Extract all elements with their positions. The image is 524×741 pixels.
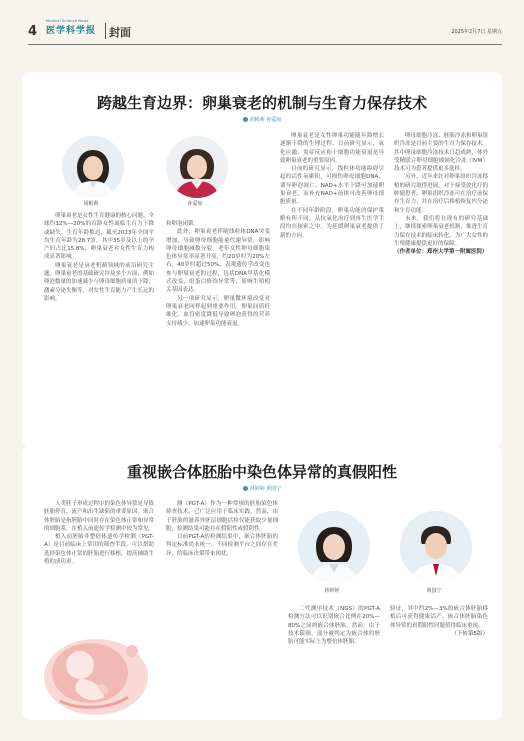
article-authors (22, 485, 502, 492)
section-name: 封面 (109, 26, 131, 39)
author-portrait-sun (164, 134, 230, 200)
paragraph: 测（PGT-A）作为一种常规的胚胎染色体筛查技术，已广泛应用于临床实践。然而，由于胚胎的滋养外胚层细胞活检仅能获取少量细胞，检测结果可能存在假阳性或假阴性。 (166, 501, 278, 532)
author-portrait-huang (398, 509, 474, 585)
article-authors (22, 116, 502, 123)
issue-date: 2025年2月7日 星期五 (451, 29, 502, 35)
author-dot-icon (243, 486, 248, 491)
author-names: 林婷婷 黄国宁 (249, 486, 282, 492)
author-portrait-hu (60, 134, 126, 200)
article2-column-2 (166, 500, 278, 710)
article-ovarian-aging (22, 72, 502, 447)
paragraph: 卵巢衰老是女性卵巢功能随年龄增长逐渐下降的生理过程，目前研究显示，氧化应激、炎症反应和干细胞功能衰退是导致卵巢衰老的重要原因。 (280, 133, 384, 164)
portrait-image (298, 511, 370, 583)
article-title: 跨越生育边界：卵巢衰老的机制与生育力保存技术 (96, 94, 427, 112)
embryo-illustration-icon (36, 623, 154, 715)
article-mosaic-embryo (22, 445, 502, 720)
paragraph: 在不同年龄阶段，卵巢功能的保护策略有所不同，从抗氧化治疗到再生医学手段均在探索之中，为延缓卵巢衰老提供了新的方向。 (280, 207, 384, 239)
portrait-caption-sun: 孙爱琼 (187, 201, 203, 207)
portrait-image (400, 511, 472, 583)
author-affiliation: （作者单位：郑州大学第一附属医院） (394, 249, 488, 256)
portrait-image (62, 136, 124, 198)
article-title: 重视嵌合体胚胎中染色体异常的真假阳性 (126, 463, 397, 481)
portrait-caption-lin: 林婷婷 (324, 588, 340, 594)
paragraph: 目前的研究显示，线粒体功能障碍引起的活性氧累积，可损伤卵母细胞DNA，诱导卵泡凋亡。NAD+水平下降可加速卵巢衰老，而补充NAD+前体可改善卵母细胞质量。 (280, 166, 384, 206)
paragraph: 未来，我们将在现有的研究基础上，继续探索卵巢衰老机制，推进生育力保存技术的临床转化，为广大女性的生殖健康提供更好的保障。 (394, 215, 488, 247)
paragraph: 和卵泡闭锁。 (166, 221, 200, 227)
article1-column-1 (44, 212, 154, 430)
continued-note: （下转第5版） (451, 630, 488, 637)
author-dot-icon (243, 117, 248, 122)
paragraph: 人类胚子形成过程中的染色体异常是导致胚胎停育、流产和出生缺陷的重要原因。嵌合体胚胎是指胚胎中同时存在染色体正常和异常的细胞系，在植入前遗传学检测中较为常见。 (44, 501, 154, 532)
paragraph: 验证，其中约2%—3%的嵌合体胚胎移植后可获得健康活产。嵌合体胚胎染色体异常的真假阳性问题值得临床重视。 (390, 606, 488, 629)
portrait-caption-huang: 黄国宁 (426, 588, 442, 594)
masthead-brand (46, 19, 104, 36)
article2-column-1 (44, 500, 154, 620)
article1-column-3 (280, 132, 384, 432)
author-names: 胡彬莉 孙爱琼 (249, 117, 282, 123)
page-header (0, 0, 524, 48)
paragraph: 此外，卵巢衰老伴随线粒体DNA突变增加，导致卵母细胞能量代谢异常，影响卵母细胞减数分裂。老年女性卵母细胞染色体异常率显著升高，约20岁时为20%左右，40岁时超过50%。表观遗传学改变也参与卵巢衰老的过程，包括DNA甲基化模式改变、组蛋白修饰异常等，影响生殖相关基因表达。 (166, 229, 270, 294)
portrait-caption-hu: 胡彬莉 (83, 201, 99, 207)
paragraph: 另一项研究显示，卵巢微环境改变对卵巢衰老同样起到重要作用。卵巢间质纤维化、血管密度降低导致卵泡获得的营养支持减少，加速卵巢功能衰退。 (166, 295, 270, 327)
page-number: 4 (28, 24, 38, 39)
brand-chinese: 医学科学报 (46, 26, 97, 36)
author-portrait-lin (296, 509, 372, 585)
article1-column-2 (166, 220, 270, 430)
paragraph: 卵巢衰老是衰老机制领域的前沿研究主题。卵巢衰老的基础研究涉及多个方面，例如卵泡数量的加速减少与卵母细胞质量的下降，激素分泌失衡等，对女性生育能力产生长远的影响。 (44, 262, 154, 302)
article2-column-3 (288, 605, 380, 705)
paragraph: 二代测序技术（NGS）的PGT-A检测方法可以识别嵌合比例在20%—80%之间的嵌合体胚胎。然而，由于技术限制，部分被判定为嵌合体的胚胎可能实际上为整倍体胚胎。 (288, 606, 380, 646)
header-rule (28, 44, 502, 45)
header-divider (105, 23, 106, 39)
paragraph: 卵母细胞冷冻、胚胎冷冻和卵巢组织冷冻是目前主要的生育力保存技术。其中卵母细胞冷冻技术日趋成熟，体外受精联合卵母细胞玻璃化冷冻（IVM）技术可为患者提供更多选择。 (394, 133, 488, 173)
brand-english: Medical Science News (46, 19, 89, 23)
article2-column-4 (390, 605, 488, 705)
paragraph: 另外，近年来针对卵巢组织冷冻移植的研究取得进展，对于接受放化疗的肿瘤患者，卵巢组织冷冻可在治疗前保存生育力，并在治疗后移植恢复内分泌和生育功能。 (394, 174, 488, 214)
paragraph: 目前PGT-A的检测结果中，嵌合体胚胎的判定标准尚未统一，不同检测平台之间存在差异，给临床决策带来困扰。 (166, 534, 278, 557)
portrait-image (166, 136, 228, 198)
paragraph: 卵巢衰老是女性生育健康的核心问题。全球约12%—20%的育龄女性面临生育力下降或缺失。生育年龄推迟，截至2023年全国平均生育年龄为28.7岁，其中35岁及以上的孕产妇占比15.8%，卵巢衰老对女性生育力构成显著影响。 (44, 213, 154, 261)
paragraph: 植入前胚胎非整倍体遗传学检测（PGT-A）是目前临床上常用的筛查手段，可以帮助选择染色体正常的胚胎进行移植，提高辅助生殖的成功率。 (44, 534, 154, 566)
article1-column-4 (394, 132, 488, 432)
